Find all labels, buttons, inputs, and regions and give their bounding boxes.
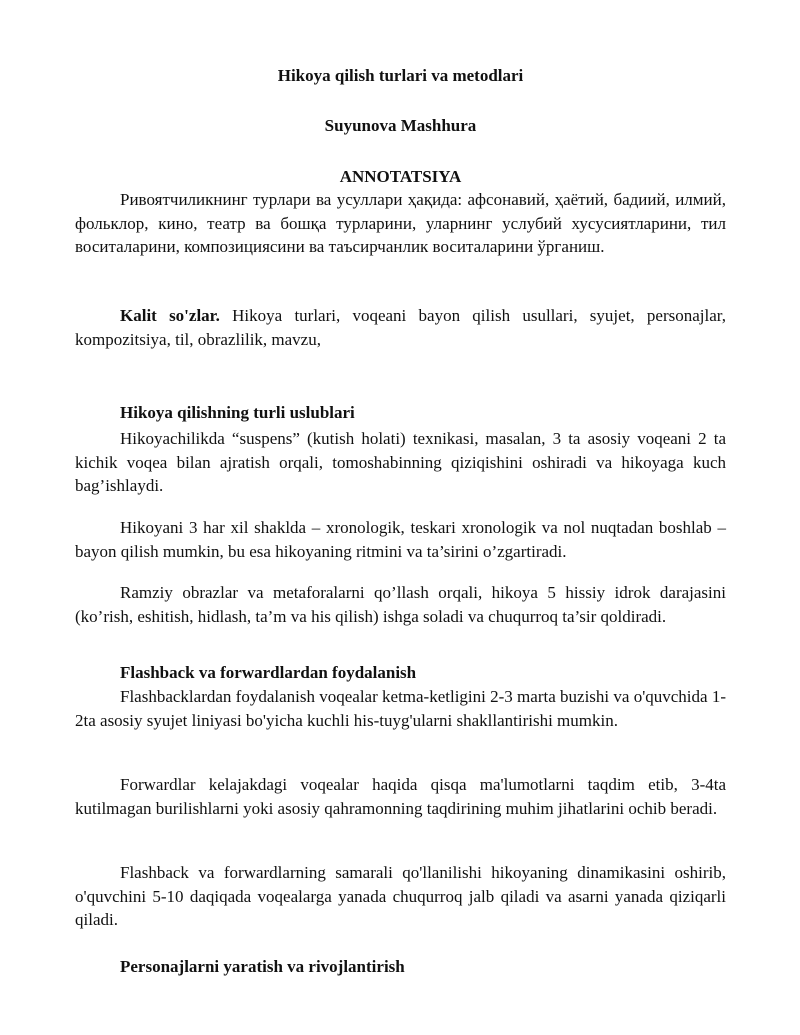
- paragraph-text: Forwardlar kelajakdagi voqealar haqida qisqa ma'lumotlarni taqdim etib, 3-4ta kutilmagan burilishlarni yoki asosiy qahramonning taqdirining muhim jihatlarini ochib beradi.: [75, 775, 726, 818]
- keywords-text: Hikoya turlari, voqeani bayon qilish usullari, syujet, personajlar, kompozitsiya, til, obrazlilik, mavzu,: [75, 306, 726, 349]
- section-paragraph: [75, 861, 726, 932]
- paragraph-text: Ramziy obrazlar va metaforalarni qo’llash orqali, hikoya 5 hissiy idrok darajasini (ko’rish, eshitish, hidlash, ta’m va his qilish) ishga soladi va chuqurroq ta’sir qoldiradi.: [75, 583, 726, 626]
- keywords-paragraph: [75, 304, 726, 351]
- section-heading: Hikoya qilishning turli uslublari: [120, 403, 355, 422]
- section-paragraph: [75, 581, 726, 628]
- keywords-label: Kalit so'zlar.: [120, 306, 220, 325]
- author-name: Suyunova Mashhura: [324, 116, 477, 135]
- paragraph-text: Flashbacklardan foydalanish voqealar ketma-ketligini 2-3 marta buzishi va o'quvchida 1-2ta asosiy syujet liniyasi bo'yicha kuchli his-tuyg'ularni shakllantirishi mumkin.: [75, 687, 726, 730]
- section-paragraph: [75, 685, 726, 732]
- annotation-heading: ANNOTATSIYA: [339, 167, 462, 186]
- section-heading: Flashback va forwardlardan foydalanish: [120, 663, 417, 682]
- section-paragraph: [75, 516, 726, 563]
- paragraph-text: Hikoyani 3 har xil shaklda – xronologik, teskari xronologik va nol nuqtadan boshlab – bayon qilish mumkin, bu esa hikoyaning ritmini va ta’sirini o’zgartiradi.: [75, 518, 726, 561]
- section-paragraph: [75, 427, 726, 498]
- paragraph-text: Hikoyachilikda “suspens” (kutish holati) texnikasi, masalan, 3 ta asosiy voqeani 2 ta kichik voqea bilan ajratish orqali, tomoshabinning qiziqishini oshiradi va hikoyaga kuch bag’ishlaydi.: [75, 429, 726, 495]
- annotation-paragraph: [75, 188, 726, 259]
- section-heading: Personajlarni yaratish va rivojlantirish: [120, 957, 405, 976]
- section-paragraph: [75, 773, 726, 820]
- document-title: Hikoya qilish turlari va metodlari: [277, 66, 524, 85]
- paragraph-text: Flashback va forwardlarning samarali qo'llanilishi hikoyaning dinamikasini oshirib, o'quvchini 5-10 daqiqada voqealarga yanada chuqurroq jalb qiladi va asarni yanada qiziqarli qiladi.: [75, 863, 726, 929]
- annotation-text: Ривоятчиликнинг турлари ва усуллари ҳақида: афсонавий, ҳаётий, бадиий, илмий, фольклор, кино, театр ва бошқа турларини, уларнинг услубий хусусиятларини, тил воситаларини, композициясини ва таъсирчанлик воситаларини ўрганиш.: [75, 190, 726, 256]
